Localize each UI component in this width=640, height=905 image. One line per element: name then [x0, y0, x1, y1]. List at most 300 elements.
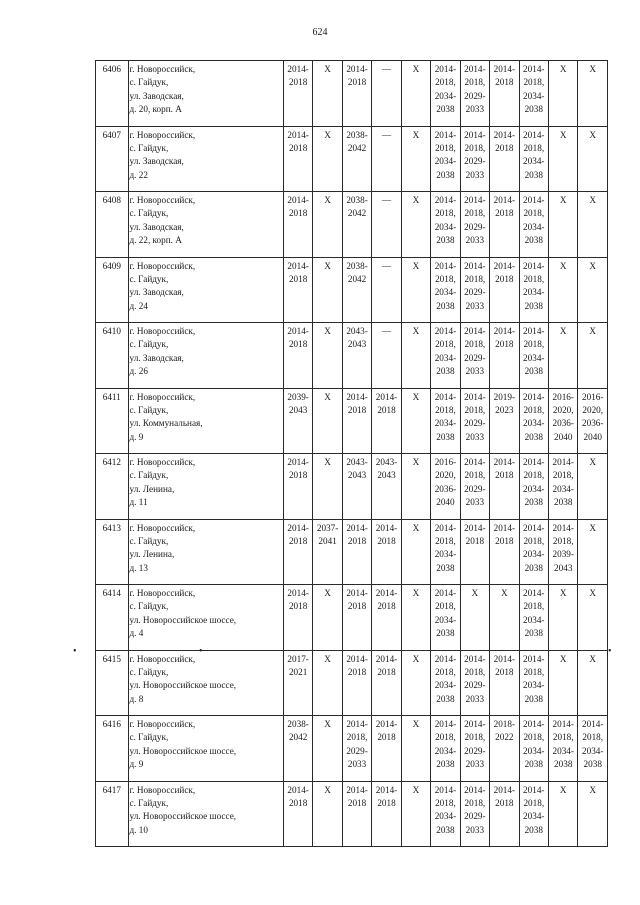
- schedule-cell: [372, 126, 401, 192]
- schedule-cell: [342, 323, 371, 389]
- schedule-cell: [519, 323, 548, 389]
- schedule-cell: [342, 126, 371, 192]
- schedule-value: 2014-: [434, 260, 457, 271]
- schedule-value: X: [324, 260, 331, 271]
- schedule-cell: [578, 519, 608, 585]
- schedule-cell: [578, 257, 608, 323]
- table-row: [96, 519, 608, 585]
- schedule-cell: [313, 454, 342, 520]
- schedule-value: 2014-: [434, 588, 457, 598]
- address-cell: [128, 61, 283, 127]
- schedule-value: 2018,: [464, 732, 486, 743]
- schedule-value: 2018,: [435, 797, 456, 808]
- schedule-value: 2014-: [464, 260, 486, 271]
- schedule-value: X: [559, 784, 567, 795]
- schedule-value: 2038-: [287, 719, 309, 729]
- schedule-value: 2014-: [523, 391, 545, 402]
- schedule-cell: [519, 585, 548, 651]
- schedule-value: 2018,: [435, 601, 456, 612]
- address-line: с. Гайдук,: [129, 797, 169, 808]
- schedule-value: 2043-: [346, 457, 368, 467]
- schedule-value: 2018: [288, 208, 308, 219]
- address-line: г. Новороссийск,: [129, 588, 196, 598]
- schedule-value: 2038: [436, 235, 455, 246]
- schedule-cell: [283, 716, 312, 782]
- schedule-value: 2018,: [435, 273, 456, 284]
- schedule-value: 2043: [347, 470, 367, 481]
- schedule-value: 2029-: [464, 745, 486, 756]
- schedule-value: 2014-: [346, 653, 368, 664]
- schedule-cell: [283, 323, 312, 389]
- schedule-value: 2043: [288, 404, 308, 415]
- schedule-value: 2014-: [582, 719, 604, 729]
- schedule-value: 2034-: [523, 811, 545, 822]
- schedule-value: 2018,: [552, 732, 574, 743]
- schedule-value: 2018: [377, 797, 396, 808]
- schedule-cell: [342, 650, 371, 716]
- schedule-value: 2014-: [287, 64, 309, 74]
- row-number-cell: 6407: [96, 126, 129, 192]
- schedule-value: 2019-: [493, 391, 516, 402]
- schedule-value: 2034-: [434, 811, 457, 822]
- schedule-value: 2033: [465, 300, 485, 311]
- schedule-cell: [431, 454, 460, 520]
- schedule-value: X: [324, 326, 331, 336]
- schedule-value: 2042: [347, 208, 367, 219]
- schedule-value: 2038: [436, 562, 455, 573]
- schedule-cell: [519, 716, 548, 782]
- schedule-cell: [401, 716, 430, 782]
- schedule-value: 2018,: [435, 404, 456, 415]
- schedule-cell: [519, 257, 548, 323]
- margin-mark-inline: •: [199, 646, 203, 657]
- schedule-value: 2014-: [434, 653, 457, 664]
- schedule-cell: [372, 519, 401, 585]
- schedule-cell: [460, 323, 489, 389]
- schedule-cell: [460, 388, 489, 454]
- schedule-value: 2036-: [552, 418, 574, 429]
- address-cell: [128, 585, 283, 651]
- schedule-value: 2018,: [523, 208, 545, 219]
- schedule-cell: [283, 585, 312, 651]
- schedule-value: X: [412, 129, 420, 140]
- table-body: [96, 61, 608, 847]
- schedule-value: X: [324, 588, 331, 598]
- schedule-value: 2029-: [464, 418, 486, 429]
- table-row: [96, 323, 608, 389]
- schedule-cell: [372, 388, 401, 454]
- schedule-value: 2018: [377, 732, 396, 743]
- schedule-value: 2038: [524, 169, 543, 180]
- address-line: г. Новороссийск,: [129, 457, 196, 467]
- schedule-cell: [372, 323, 401, 389]
- schedule-cell: [372, 257, 401, 323]
- schedule-value: 2038-: [346, 260, 368, 271]
- schedule-value: 2033: [465, 431, 485, 442]
- schedule-value: 2018: [288, 273, 308, 284]
- schedule-value: 2038: [554, 759, 573, 770]
- schedule-value: 2018: [347, 77, 367, 88]
- schedule-cell: [313, 257, 342, 323]
- schedule-cell: [490, 192, 519, 258]
- schedule-cell: [401, 388, 430, 454]
- address-line: ул. Новороссийское шоссе,: [129, 811, 237, 822]
- schedule-value: 2014-: [493, 784, 516, 795]
- schedule-value: 2014-: [523, 260, 545, 271]
- schedule-value: 2014-: [493, 64, 516, 74]
- address-line: ул. Заводская,: [129, 287, 184, 298]
- schedule-value: 2018: [495, 535, 514, 546]
- schedule-value: 2038: [524, 693, 543, 704]
- schedule-value: X: [589, 260, 597, 271]
- schedule-cell: [401, 61, 430, 127]
- schedule-cell: [283, 650, 312, 716]
- row-number-cell: 6411: [96, 388, 129, 454]
- schedule-value: X: [324, 195, 331, 205]
- schedule-cell: [431, 388, 460, 454]
- schedule-value: X: [589, 522, 597, 533]
- schedule-value: 2014-: [523, 784, 545, 795]
- schedule-value: 2038: [583, 759, 602, 770]
- schedule-value: X: [559, 326, 567, 336]
- schedule-cell: [401, 192, 430, 258]
- schedule-value: 2017-: [287, 653, 309, 664]
- schedule-value: 2038: [436, 431, 455, 442]
- schedule-value: 2038: [524, 235, 543, 246]
- schedule-cell: [578, 388, 608, 454]
- schedule-value: 2018: [495, 142, 514, 153]
- schedule-value: 2018,: [523, 77, 545, 88]
- address-line: д. 22, корп. А: [129, 235, 182, 246]
- schedule-value: 2018,: [464, 666, 486, 677]
- schedule-value: 2018,: [435, 732, 456, 743]
- schedule-cell: [431, 192, 460, 258]
- schedule-value: 2014-: [434, 719, 457, 729]
- schedule-value: 2018: [347, 797, 367, 808]
- schedule-value: X: [412, 719, 420, 729]
- row-number-cell: 6416: [96, 716, 129, 782]
- schedule-value: 2018,: [523, 273, 545, 284]
- schedule-value: 2014-: [523, 326, 545, 336]
- schedule-cell: [549, 716, 578, 782]
- schedule-value: 2018,: [582, 732, 604, 743]
- schedule-value: 2018,: [523, 142, 545, 153]
- address-line: д. 11: [129, 497, 148, 508]
- schedule-value: 2018: [465, 535, 485, 546]
- address-line: ул. Новороссийское шоссе,: [129, 680, 237, 691]
- schedule-value: 2014-: [434, 195, 457, 205]
- schedule-value: X: [412, 784, 420, 795]
- schedule-value: 2014-: [493, 260, 516, 271]
- address-line: г. Новороссийск,: [129, 64, 196, 74]
- address-cell: [128, 126, 283, 192]
- schedule-value: 2018: [288, 535, 308, 546]
- schedule-value: 2034-: [434, 745, 457, 756]
- schedule-value: 2022: [495, 732, 514, 743]
- schedule-value: 2043: [554, 562, 573, 573]
- schedule-value: 2038: [436, 628, 455, 639]
- address-cell: [128, 650, 283, 716]
- schedule-cell: [431, 519, 460, 585]
- address-line: д. 10: [129, 824, 148, 835]
- schedule-value: 2038: [524, 300, 543, 311]
- row-number-cell: 6406: [96, 61, 129, 127]
- address-line: г. Новороссийск,: [129, 653, 196, 664]
- schedule-cell: [342, 454, 371, 520]
- schedule-cell: [460, 257, 489, 323]
- schedule-cell: [549, 650, 578, 716]
- schedule-value: 2029-: [464, 811, 486, 822]
- schedule-value: 2038-: [346, 129, 368, 140]
- schedule-cell: [313, 585, 342, 651]
- schedule-value: 2036-: [582, 418, 604, 429]
- schedule-value: 2018,: [464, 273, 486, 284]
- schedule-cell: [342, 585, 371, 651]
- schedule-value: X: [559, 588, 567, 598]
- schedule-value: 2023: [495, 404, 514, 415]
- schedule-value: 2018: [495, 797, 514, 808]
- address-line: с. Гайдук,: [129, 404, 169, 415]
- schedule-value: 2014-: [287, 326, 309, 336]
- schedule-value: 2018: [347, 535, 367, 546]
- schedule-value: 2018: [495, 339, 514, 350]
- schedule-value: 2014-: [287, 129, 309, 140]
- schedule-value: 2014-: [523, 719, 545, 729]
- schedule-value: 2034-: [523, 680, 545, 691]
- schedule-cell: [519, 519, 548, 585]
- schedule-cell: [342, 716, 371, 782]
- schedule-cell: [519, 388, 548, 454]
- schedule-value: 2034-: [523, 287, 545, 298]
- schedule-value: 2014-: [346, 522, 368, 533]
- schedule-value: 2038: [524, 497, 543, 508]
- schedule-value: 2016-: [434, 457, 457, 467]
- schedule-value: 2014-: [287, 457, 309, 467]
- schedule-value: 2014-: [464, 391, 486, 402]
- schedule-cell: [313, 716, 342, 782]
- schedule-cell: [431, 781, 460, 847]
- schedule-value: 2038: [524, 562, 543, 573]
- schedule-value: 2033: [465, 824, 485, 835]
- schedule-cell: [549, 585, 578, 651]
- schedule-cell: [578, 781, 608, 847]
- row-number-cell: 6417: [96, 781, 129, 847]
- schedule-value: X: [589, 784, 597, 795]
- schedule-value: 2014-: [464, 326, 486, 336]
- schedule-value: 2014-: [493, 522, 516, 533]
- schedule-value: 2018-: [493, 719, 516, 729]
- schedule-cell: [578, 716, 608, 782]
- schedule-value: 2014-: [434, 522, 457, 533]
- schedule-value: 2036-: [434, 483, 457, 494]
- table-row: [96, 650, 608, 716]
- address-line: с. Гайдук,: [129, 601, 169, 612]
- address-line: ул. Заводская,: [129, 221, 184, 232]
- schedule-cell: [401, 126, 430, 192]
- schedule-value: 2014-: [523, 653, 545, 664]
- schedule-value: 2038: [524, 104, 543, 115]
- schedule-value: 2018: [288, 797, 308, 808]
- schedule-value: 2033: [465, 169, 485, 180]
- schedule-value: 2038: [524, 366, 543, 377]
- schedule-value: 2014-: [523, 522, 545, 533]
- schedule-value: 2014-: [346, 588, 368, 598]
- schedule-value: 2014-: [464, 719, 486, 729]
- schedule-cell: [372, 61, 401, 127]
- schedule-value: 2041: [318, 535, 337, 546]
- schedule-value: 2014-: [346, 719, 368, 729]
- schedule-cell: [401, 650, 430, 716]
- schedule-value: 2043: [347, 339, 367, 350]
- schedule-cell: [578, 585, 608, 651]
- schedule-value: 2014-: [287, 522, 309, 533]
- schedule-cell: [460, 650, 489, 716]
- schedule-value: —: [381, 195, 392, 205]
- schedule-value: —: [381, 64, 392, 74]
- schedule-value: X: [589, 326, 597, 336]
- schedule-cell: [490, 716, 519, 782]
- schedule-value: 2014-: [375, 719, 398, 729]
- schedule-value: 2018,: [464, 339, 486, 350]
- margin-mark-right: •: [608, 646, 612, 657]
- schedule-value: X: [324, 653, 331, 664]
- schedule-cell: [342, 388, 371, 454]
- schedule-value: 2029-: [464, 680, 486, 691]
- schedule-cell: [519, 454, 548, 520]
- row-number-cell: 6409: [96, 257, 129, 323]
- schedule-value: 2018: [377, 535, 396, 546]
- schedule-cell: [401, 781, 430, 847]
- schedule-value: 2018: [288, 601, 308, 612]
- schedule-cell: [490, 650, 519, 716]
- schedule-value: 2018: [495, 666, 514, 677]
- schedule-value: 2034-: [434, 614, 457, 625]
- address-line: г. Новороссийск,: [129, 129, 196, 140]
- schedule-value: 2018,: [523, 404, 545, 415]
- schedule-value: 2014-: [493, 195, 516, 205]
- address-line: г. Новороссийск,: [129, 784, 196, 795]
- schedule-value: 2042: [288, 732, 308, 743]
- schedule-value: 2014-: [493, 129, 516, 140]
- schedule-value: X: [501, 588, 508, 598]
- schedule-value: X: [412, 260, 420, 271]
- address-line: ул. Ленина,: [129, 549, 175, 560]
- schedule-cell: [283, 61, 312, 127]
- table-row: [96, 388, 608, 454]
- schedule-cell: [578, 454, 608, 520]
- address-line: с. Гайдук,: [129, 208, 169, 219]
- schedule-value: 2018: [377, 404, 396, 415]
- schedule-value: 2033: [465, 235, 485, 246]
- schedule-value: 2038: [524, 824, 543, 835]
- address-line: д. 8: [129, 693, 144, 704]
- address-line: г. Новороссийск,: [129, 719, 196, 729]
- schedule-value: 2040: [436, 497, 455, 508]
- schedule-cell: [490, 323, 519, 389]
- table-row: [96, 126, 608, 192]
- schedule-cell: [313, 781, 342, 847]
- address-line: г. Новороссийск,: [129, 195, 196, 205]
- schedule-value: 2033: [465, 366, 485, 377]
- schedule-cell: [519, 650, 548, 716]
- schedule-cell: [578, 126, 608, 192]
- row-number-cell: 6412: [96, 454, 129, 520]
- schedule-value: 2018,: [435, 142, 456, 153]
- schedule-value: X: [412, 588, 420, 598]
- schedule-cell: [460, 61, 489, 127]
- schedule-value: 2018,: [523, 797, 545, 808]
- schedule-value: 2033: [347, 759, 367, 770]
- schedule-value: 2014-: [375, 391, 398, 402]
- schedule-cell: [313, 650, 342, 716]
- schedule-cell: [283, 126, 312, 192]
- schedule-cell: [431, 61, 460, 127]
- schedule-value: X: [589, 64, 597, 74]
- schedule-cell: [372, 454, 401, 520]
- address-line: с. Гайдук,: [129, 339, 169, 350]
- schedule-cell: [283, 257, 312, 323]
- address-line: д. 9: [129, 759, 144, 770]
- schedule-cell: [519, 126, 548, 192]
- schedule-value: X: [324, 64, 331, 74]
- schedule-value: 2016-: [582, 391, 604, 402]
- schedule-value: 2018,: [464, 142, 486, 153]
- schedule-value: X: [589, 129, 597, 140]
- schedule-value: X: [324, 784, 331, 795]
- schedule-value: X: [559, 195, 567, 205]
- schedule-value: 2016-: [552, 391, 574, 402]
- schedule-value: X: [324, 719, 331, 729]
- address-line: ул. Ленина,: [129, 483, 175, 494]
- schedule-cell: [549, 454, 578, 520]
- schedule-cell: [490, 257, 519, 323]
- schedule-value: 2018,: [464, 797, 486, 808]
- schedule-value: 2029-: [346, 745, 368, 756]
- table-row: [96, 61, 608, 127]
- schedule-cell: [431, 323, 460, 389]
- schedule-value: 2040: [554, 431, 573, 442]
- schedule-value: 2014-: [552, 457, 574, 467]
- schedule-cell: [460, 716, 489, 782]
- schedule-value: X: [412, 64, 420, 74]
- schedule-value: 2038: [436, 366, 455, 377]
- schedule-value: 2018: [347, 404, 367, 415]
- schedule-value: 2029-: [464, 90, 486, 101]
- schedule-value: 2043: [377, 470, 396, 481]
- schedule-cell: [401, 257, 430, 323]
- schedule-value: 2014-: [523, 195, 545, 205]
- address-line: с. Гайдук,: [129, 732, 169, 743]
- address-line: ул. Коммунальная,: [129, 418, 203, 429]
- schedule-cell: [431, 716, 460, 782]
- schedule-value: 2018: [377, 601, 396, 612]
- schedule-value: 2014-: [523, 457, 545, 467]
- schedule-value: 2018,: [523, 666, 545, 677]
- schedule-value: X: [589, 588, 597, 598]
- schedule-cell: [401, 519, 430, 585]
- schedule-value: X: [412, 391, 420, 402]
- page-number: 624: [312, 27, 328, 38]
- schedule-value: 2018: [288, 77, 308, 88]
- schedule-value: 2034-: [523, 156, 545, 167]
- schedule-value: X: [559, 653, 567, 664]
- schedule-value: 2034-: [523, 483, 545, 494]
- schedule-cell: [578, 323, 608, 389]
- schedule-cell: [549, 781, 578, 847]
- schedule-value: X: [559, 129, 567, 140]
- schedule-value: 2018,: [346, 732, 368, 743]
- schedule-value: 2034-: [434, 352, 457, 363]
